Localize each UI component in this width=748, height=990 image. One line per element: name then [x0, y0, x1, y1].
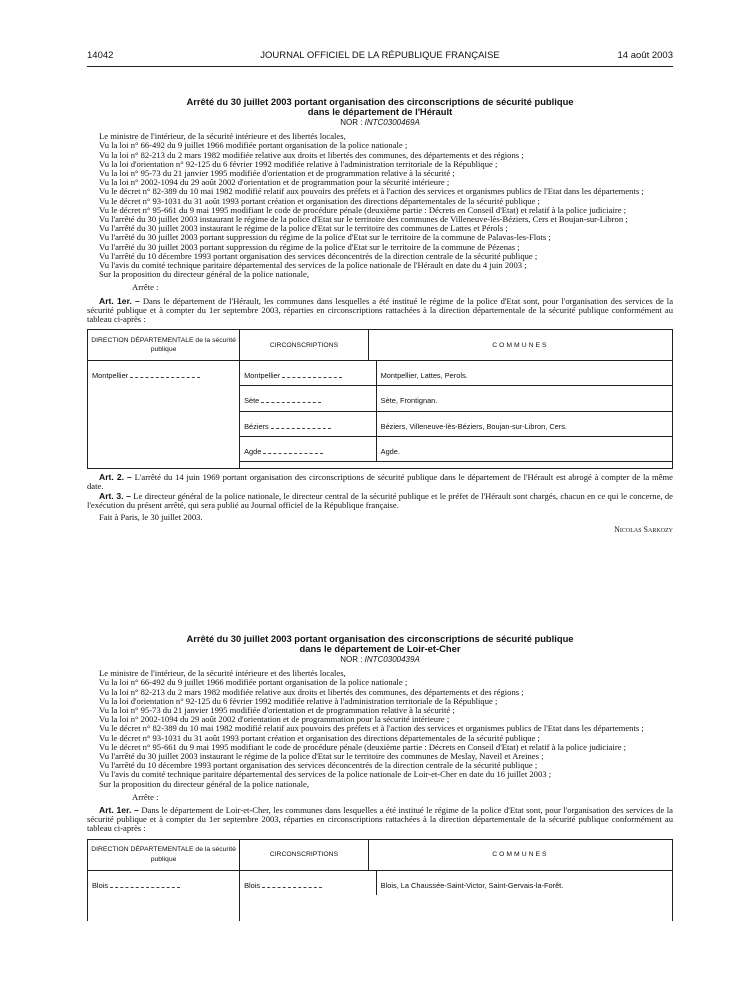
communes-cell: Agde. — [376, 436, 672, 461]
visa-item: Vu le décret n° 93-1031 du 31 août 1993 portant création et organisation des directions départementales de la sécurité publique ; — [99, 732, 540, 743]
visa-item: Vu la loi n° 82-213 du 2 mars 1982 modifiée relative aux droits et libertés des communes, des départements et des régions ; — [99, 686, 524, 697]
journal-title: JOURNAL OFFICIEL DE LA RÉPUBLIQUE FRANÇAISE — [260, 50, 500, 61]
nor-reference — [87, 655, 673, 664]
page-number: 14042 — [87, 50, 114, 61]
visa-item: Vu l'arrêté du 30 juillet 2003 portant suppression du régime de la police d'Etat sur le territoire de la commune de Palavas-les-Flots ; — [99, 232, 551, 243]
minister-line: Le ministre de l'intérieur, de la sécurité intérieure et des libertés locales, — [99, 668, 346, 679]
communes-cell: Sète, Frontignan. — [376, 386, 672, 411]
nor-label: NOR : — [340, 118, 365, 127]
circonscription-name: Béziers — [244, 421, 269, 431]
running-header — [87, 50, 673, 64]
circonscription-cell — [240, 361, 376, 386]
visa-item: Vu la loi n° 2002-1094 du 29 août 2002 d'orientation et de programmation pour la sécurité intérieure ; — [99, 177, 450, 188]
decree-title — [87, 634, 673, 654]
table-row — [240, 871, 672, 895]
visa-item: Vu le décret n° 95-661 du 9 mai 1995 modifiant le code de procédure pénale (deuxième partie : Décrets en Conseil d'Etat) et relatif à la police judiciaire ; — [99, 204, 627, 215]
rows-cell — [240, 870, 673, 921]
table-body-row — [88, 361, 673, 469]
table-row — [240, 436, 672, 461]
circonscription-name: Blois — [244, 880, 261, 890]
circonscriptions-table — [87, 329, 673, 469]
direction-name: Montpellier — [92, 371, 129, 381]
visa-item: Sur la proposition du directeur général de la police nationale, — [99, 778, 309, 789]
visa-item: Vu l'avis du comité technique paritaire départemental des services de la police nationale de l'Hérault en date du 4 juin 2003 ; — [99, 260, 527, 271]
leader-dots — [261, 402, 321, 403]
signature-place-date: Fait à Paris, le 30 juillet 2003. — [99, 512, 203, 523]
visa-item: Vu la loi d'orientation n° 92-125 du 6 février 1992 modifiée relative à l'administration territoriale de la République ; — [99, 158, 498, 169]
article-3-text: Le directeur général de la police nationale, le directeur central de la sécurité publique et le préfet de l'Hérault sont chargés, chacun en ce qui le concerne, de l'exécution du présent arrêté, qui sera publié au Journal officiel de la République française. — [87, 490, 673, 510]
article-3 — [87, 492, 673, 510]
table-body-row — [88, 870, 673, 921]
col-direction-header: DIRECTION DÉPARTEMENTALE de la sécurité publique — [88, 839, 240, 870]
article-1-label: Art. 1er. – — [99, 295, 140, 306]
table-header-row — [88, 839, 673, 870]
leader-dots — [130, 377, 200, 378]
visa-item: Vu la loi n° 66-492 du 9 juillet 1966 modifiée portant organisation de la police nationale ; — [99, 677, 408, 688]
circonscription-name: Agde — [244, 446, 262, 456]
direction-cell — [88, 361, 240, 469]
leader-dots — [262, 887, 322, 888]
rows-cell — [240, 361, 673, 469]
circonscription-name: Sète — [244, 396, 260, 406]
circonscription-cell — [240, 386, 376, 411]
visa-item: Vu l'arrêté du 30 juillet 2003 portant suppression du régime de la police d'Etat sur le territoire de la commune de Pézenas ; — [99, 241, 520, 252]
leader-dots — [110, 887, 180, 888]
leader-dots — [263, 453, 323, 454]
article-1-text: Dans le département de Loir-et-Cher, les communes dans lesquelles a été institué le régime de la police d'Etat sont, pour l'organisation des services de la sécurité publique et à compter du 1er septembre 2003, réparties en circonscriptions rattachées à la direction départementale de la sécurité publique conformément au tableau ci-après : — [87, 805, 673, 834]
visa-item: Vu l'arrêté du 30 juillet 2003 instaurant le régime de la police d'Etat sur le territoire des communes de Lattes et Pérols ; — [99, 223, 508, 234]
article-1-label: Art. 1er. – — [99, 805, 139, 816]
visa-item: Sur la proposition du directeur général de la police nationale, — [99, 269, 309, 280]
leader-dots — [271, 428, 331, 429]
issue-date: 14 août 2003 — [617, 50, 673, 61]
circonscription-rows — [240, 871, 672, 895]
decree-title — [87, 97, 673, 117]
article-2-text: L'arrêté du 14 juin 1969 portant organisation des circonscriptions de sécurité publique dans le département de l'Hérault est abrogé à compter de la même date. — [87, 472, 673, 492]
nor-code: INTC0300469A — [364, 118, 420, 127]
visa-item: Vu l'arrêté du 10 décembre 1993 portant organisation des services déconcentrés de la direction centrale de la sécurité publique ; — [99, 250, 538, 261]
visa-item: Vu l'arrêté du 10 décembre 1993 portant organisation des services déconcentrés de la direction centrale de la sécurité publique ; — [99, 760, 538, 771]
nor-code: INTC0300439A — [364, 655, 420, 664]
article-3-label: Art. 3. – — [99, 490, 131, 501]
visa-item: Vu l'arrêté du 30 juillet 2003 instaurant le régime de la police d'Etat sur le territoire des communes de Villeneuve-lès-Béziers, Cers et Boujan-sur-Libron ; — [99, 214, 628, 225]
visa-item: Vu la loi n° 2002-1094 du 29 août 2002 d'orientation et de programmation pour la sécurité intérieure ; — [99, 714, 450, 725]
article-1-text: Dans le département de l'Hérault, les communes dans lesquelles a été institué le régime de la police d'Etat sont, pour l'organisation des services de la sécurité publique et à compter du 1er septembre 2003, réparties en circonscriptions rattachées à la direction départementale de la sécurité publique conformément au tableau ci-après : — [87, 295, 674, 325]
col-direction-header: DIRECTION DÉPARTEMENTALE de la sécurité publique — [88, 330, 240, 361]
decree-title-line-1: Arrêté du 30 juillet 2003 portant organisation des circonscriptions de sécurité publique — [186, 96, 574, 107]
visa-item: Vu le décret n° 82-389 du 10 mai 1982 modifié relatif aux pouvoirs des préfets et à l'action des services et organismes publics de l'Etat dans les départements ; — [99, 186, 644, 197]
nor-reference — [87, 118, 673, 127]
direction-name: Blois — [92, 880, 109, 890]
article-2 — [87, 473, 673, 491]
direction-cell — [88, 870, 240, 921]
visa-item: Vu le décret n° 93-1031 du 31 août 1993 portant création et organisation des directions départementales de la sécurité publique ; — [99, 195, 540, 206]
col-communes-header: COMMUNES — [368, 330, 672, 361]
minister-line: Le ministre de l'intérieur, de la sécurité intérieure et des libertés locales, — [99, 131, 346, 142]
decree-loir-et-cher — [87, 634, 673, 925]
circonscription-name: Montpellier — [244, 371, 281, 381]
communes-cell: Béziers, Villeneuve-lès-Béziers, Boujan-sur-Libron, Cers. — [376, 411, 672, 436]
circonscriptions-table — [87, 839, 673, 921]
circonscription-cell — [240, 871, 376, 895]
visa-item: Vu l'arrêté du 30 juillet 2003 instaurant le régime de la police d'Etat sur le territoire des communes de Meslay, Naveil et Areines ; — [99, 751, 544, 762]
article-1 — [87, 806, 673, 834]
table-row — [240, 386, 672, 411]
leader-dots — [282, 377, 342, 378]
visa-item: Vu la loi n° 66-492 du 9 juillet 1966 modifiée portant organisation de la police nationale ; — [99, 140, 408, 151]
visas-list — [87, 669, 673, 789]
nor-label: NOR : — [340, 655, 365, 664]
article-1 — [87, 297, 673, 325]
visas-list — [87, 132, 673, 279]
arrete-label: Arrête : — [132, 791, 159, 802]
visa-item: Vu le décret n° 82-389 du 10 mai 1982 modifié relatif aux pouvoirs des préfets et à l'action des services et organismes publics de l'Etat dans les départements ; — [99, 723, 644, 734]
visa-item: Vu l'avis du comité technique paritaire départemental des services de la police nationale de Loir-et-Cher en date du 16 juillet 2003 ; — [99, 769, 552, 780]
header-rule — [87, 66, 673, 67]
visa-item: Vu le décret n° 95-661 du 9 mai 1995 modifiant le code de procédure pénale (deuxième partie : Décrets en Conseil d'Etat) et relatif à la police judiciaire ; — [99, 741, 627, 752]
decree-title-line-2: dans le département de l'Hérault — [307, 106, 453, 117]
col-communes-header: COMMUNES — [368, 839, 672, 870]
visa-item: Vu la loi d'orientation n° 92-125 du 6 février 1992 modifiée relative à l'administration territoriale de la République ; — [99, 695, 498, 706]
table-row — [240, 411, 672, 436]
signatory-name: Nicolas Sarkozy — [614, 525, 673, 535]
communes-cell: Montpellier, Lattes, Perols. — [376, 361, 672, 386]
decree-title-line-2: dans le département de Loir-et-Cher — [299, 643, 461, 654]
decree-herault — [87, 97, 673, 540]
table-header-row — [88, 330, 673, 361]
table-row — [240, 361, 672, 386]
visa-item: Vu la loi n° 82-213 du 2 mars 1982 modifiée relative aux droits et libertés des communes, des départements et des régions ; — [99, 149, 524, 160]
circonscription-rows — [240, 361, 672, 462]
communes-cell: Blois, La Chaussée-Saint-Victor, Saint-Gervais-la-Forêt. — [380, 880, 564, 890]
decree-title-line-1: Arrêté du 30 juillet 2003 portant organisation des circonscriptions de sécurité publique — [186, 633, 574, 644]
col-circonscriptions-header: CIRCONSCRIPTIONS — [240, 839, 369, 870]
visa-item: Vu la loi n° 95-73 du 21 janvier 1995 modifiée d'orientation et de programmation relative à la sécurité ; — [99, 705, 455, 716]
circonscription-cell — [240, 411, 376, 436]
arrete-label: Arrête : — [132, 282, 159, 293]
col-circonscriptions-header: CIRCONSCRIPTIONS — [240, 330, 369, 361]
visa-item: Vu la loi n° 95-73 du 21 janvier 1995 modifiée d'orientation et de programmation relative à la sécurité ; — [99, 168, 455, 179]
article-2-label: Art. 2. – — [99, 472, 132, 483]
circonscription-cell — [240, 436, 376, 461]
